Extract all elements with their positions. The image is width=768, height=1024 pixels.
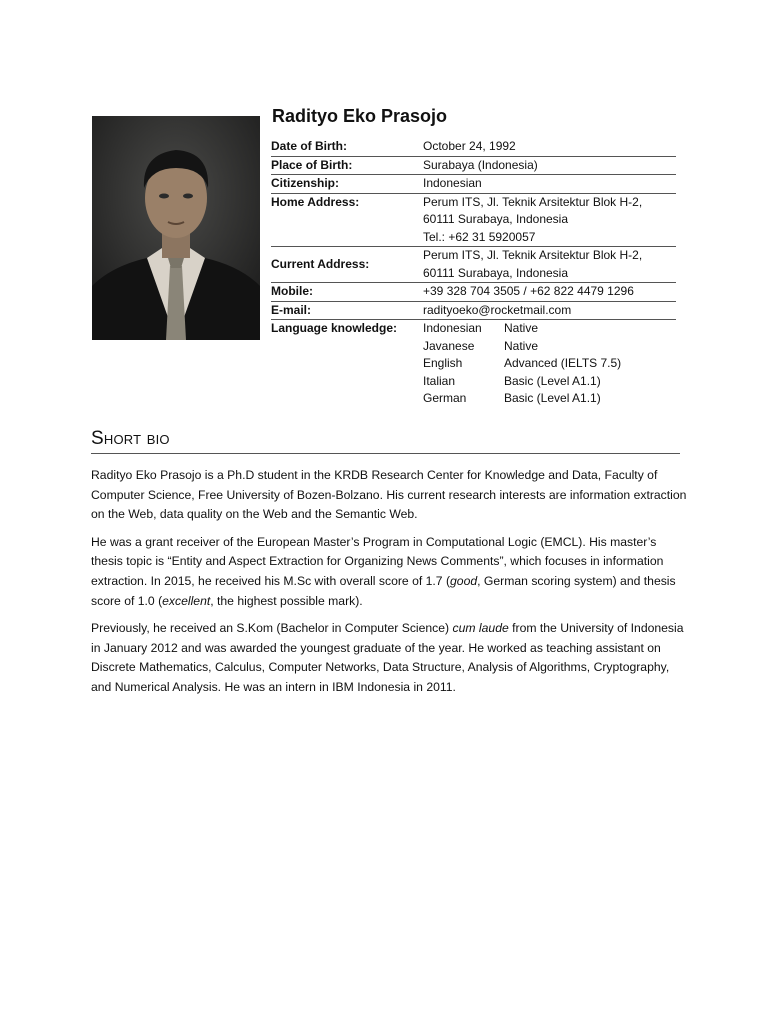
personal-info-table	[271, 138, 676, 408]
current-address-value	[423, 247, 676, 283]
dob-label: Date of Birth:	[271, 138, 423, 156]
citizenship-value: Indonesian	[423, 175, 676, 194]
dob-value: October 24, 1992	[423, 138, 676, 156]
bio-emphasis: cum laude	[452, 621, 509, 636]
language-name: English	[423, 356, 463, 370]
language-name: Javanese	[423, 338, 475, 353]
home-address-line: Tel.: +62 31 5920057	[423, 229, 536, 244]
language-level: Native	[504, 321, 539, 335]
home-address-value	[423, 193, 676, 247]
bio-text: , the highest possible mark).	[210, 593, 363, 608]
info-row-current-address	[271, 247, 676, 283]
bio-text: from the University of Indonesia in January 2012 and was awarded the youngest graduate of the year. He worked as teaching assistant on Discrete Mathematics, Calculus, Computer Networks, Data Structure, Analysis of Algorithms, Cryptography, and Numerical Analysis. He was an intern in IBM Indonesia in 2011.	[91, 621, 684, 694]
person-name: Radityo Eko Prasojo	[272, 106, 448, 126]
home-address-line: Perum ITS, Jl. Teknik Arsitektur Blok H-2,	[423, 194, 643, 209]
info-row-pob	[271, 156, 676, 175]
info-row-mobile	[271, 283, 676, 302]
language-list	[423, 320, 676, 408]
mobile-label: Mobile:	[271, 283, 423, 302]
language-name: German	[423, 391, 467, 405]
bio-text: Previously, he received an S.Kom (Bachelor in Computer Science)	[91, 621, 453, 636]
bio-emphasis: good	[450, 573, 478, 588]
home-address-line: 60111 Surabaya, Indonesia	[423, 212, 569, 226]
language-item	[423, 355, 676, 373]
bio-text: He was a grant receiver of the European Master’s Program in Computational Logic (EMCL). His master’s thesis topic is “Entity and Aspect Extraction for Organizing News Comments”, which focuses in information extraction. In 2015, he received his M.Sc with overall score of 1.7 (	[91, 534, 664, 588]
info-row-languages	[271, 320, 676, 408]
language-level: Basic (Level A1.1)	[504, 391, 601, 405]
info-row-email	[271, 301, 676, 320]
info-row-home-address	[271, 193, 676, 247]
profile-photo	[92, 116, 260, 340]
info-row-citizenship	[271, 175, 676, 194]
info-row-dob	[271, 138, 676, 156]
home-address-label: Home Address:	[271, 193, 423, 247]
language-item	[423, 320, 676, 338]
bio-paragraph: Radityo Eko Prasojo is a Ph.D student in the KRDB Research Center for Knowledge and Data, Faculty of Computer Science, Free University of Bozen-Bolzano. His current research interests are information extraction on the Web, data quality on the Web and the Semantic Web.	[91, 468, 687, 522]
citizenship-label: Citizenship:	[271, 175, 423, 194]
current-address-line: Perum ITS, Jl. Teknik Arsitektur Blok H-2,	[423, 248, 643, 262]
bio-emphasis: excellent	[162, 593, 211, 608]
pob-label: Place of Birth:	[271, 156, 423, 175]
current-address-label: Current Address:	[271, 247, 423, 283]
language-item	[423, 373, 676, 391]
email-value[interactable]: radityoeko@rocketmail.com	[423, 301, 676, 320]
current-address-line: 60111 Surabaya, Indonesia	[423, 265, 569, 280]
email-label: E-mail:	[271, 301, 423, 320]
language-level: Basic (Level A1.1)	[504, 373, 601, 388]
bio-paragraph	[91, 619, 691, 697]
bio-paragraph	[91, 533, 691, 611]
language-level: Advanced (IELTS 7.5)	[504, 356, 622, 370]
mobile-value: +39 328 704 3505 / +62 822 4479 1296	[423, 283, 676, 302]
language-name: Italian	[423, 373, 456, 388]
bio-text: , German scoring system) and thesis score of 1.0 (	[91, 573, 676, 608]
short-bio-heading: Short bio	[91, 428, 680, 454]
language-label: Language knowledge:	[271, 321, 398, 335]
pob-value: Surabaya (Indonesia)	[423, 156, 676, 175]
language-item	[423, 338, 676, 356]
short-bio-body	[91, 466, 691, 706]
language-item	[423, 390, 676, 408]
language-name: Indonesian	[423, 321, 482, 335]
language-level: Native	[504, 338, 539, 353]
